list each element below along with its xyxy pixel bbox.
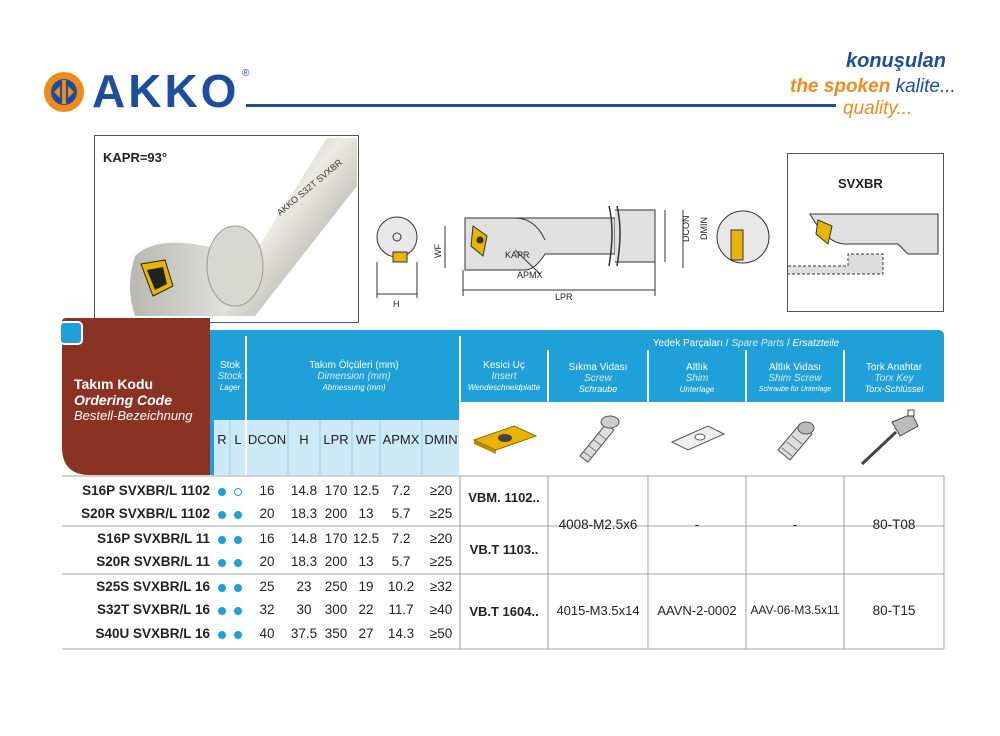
stock-r-dot [218, 559, 226, 567]
table-cell-h: 37.5 [290, 626, 318, 641]
screw-icon [572, 410, 622, 465]
shim-screw-icon [770, 410, 820, 465]
table-cell-wf: 12.5 [352, 531, 380, 546]
table-cell-dcon: 25 [259, 579, 275, 594]
stock-r-dot [218, 584, 226, 592]
table-cell-wf: 13 [358, 554, 374, 569]
shim-group-1: - [694, 517, 700, 532]
torx-key-group-3: 80-T15 [872, 603, 916, 618]
torx-key-header: Tork Anahtar Torx Key Torx-Schlüssel [864, 362, 924, 394]
table-cell-wf: 27 [358, 626, 374, 641]
shim-icon [668, 420, 728, 456]
table-cell-dmin: ≥40 [429, 602, 453, 617]
tool-marking: AKKO S32T SVXBR [274, 157, 345, 218]
shim-group-3: AAVN-2-0002 [657, 603, 737, 618]
shim-screw-group-3: AAV-06-M3.5x11 [750, 603, 840, 617]
table-row-code: S32T SVXBR/L 16 [96, 602, 210, 617]
table-cell-dmin: ≥25 [429, 506, 453, 521]
table-cell-h: 14.8 [290, 483, 318, 498]
col-dmin: DMIN [424, 432, 458, 447]
table-row-code: S16P SVXBR/L 11 [97, 531, 210, 546]
screw-group-1: 4008-M2.5x6 [558, 517, 638, 532]
table-cell-apmx: 14.3 [387, 626, 415, 641]
table-row-code: S40U SVXBR/L 16 [95, 626, 210, 641]
svxbr-title: SVXBR [838, 176, 883, 191]
shim-header: Altlık Shim Unterlage [679, 362, 715, 394]
dim-dcon-label: DCON [681, 215, 691, 242]
table-cell-dcon: 20 [259, 506, 275, 521]
table-cell-dcon: 32 [259, 602, 275, 617]
table-cell-h: 18.3 [290, 506, 318, 521]
table-cell-dmin: ≥50 [429, 626, 453, 641]
table-cell-dcon: 16 [259, 483, 275, 498]
shim-screw-header: Altlık Vidası Shim Screw Schraube für Unterlage [758, 362, 832, 393]
table-cell-apmx: 11.7 [388, 602, 414, 617]
table-cell-apmx: 10.2 [387, 579, 415, 594]
brand-name: AKKO [92, 65, 240, 117]
registered-mark: ® [242, 68, 250, 79]
col-apmx: APMX [382, 432, 420, 447]
insert-group-3: VB.T 1604.. [469, 604, 539, 619]
slogan-line-1: konuşulan [846, 50, 947, 72]
insert-group-1: VBM. 1102.. [468, 490, 540, 505]
table-cell-h: 14.8 [290, 531, 318, 546]
table-cell-apmx: 7.2 [391, 483, 411, 498]
spare-parts-header: Yedek Parçaları / Spare Parts / Ersatzteile [652, 338, 840, 349]
col-dcon: DCON [247, 432, 287, 447]
screw-header: Sıkma Vidası Screw Schraube [568, 362, 628, 394]
stock-l-dot [234, 607, 242, 615]
stock-l-dot [234, 511, 242, 519]
col-lpr: LPR [323, 432, 349, 447]
table-cell-lpr: 300 [324, 602, 348, 617]
table-cell-wf: 12.5 [352, 483, 380, 498]
dim-kapr-label: KAPR [505, 250, 530, 260]
stock-header: Stok Stock Lager [217, 360, 243, 392]
stock-l-dot [234, 536, 242, 544]
table-cell-apmx: 7.2 [391, 531, 411, 546]
stock-r-dot [218, 607, 226, 615]
table-cell-dmin: ≥32 [429, 579, 453, 594]
table-cell-apmx: 5.7 [391, 554, 411, 569]
table-cell-dcon: 20 [259, 554, 275, 569]
table-cell-h: 23 [296, 579, 312, 594]
kapr-label: KAPR=93° [103, 150, 168, 165]
table-cell-dmin: ≥20 [429, 483, 453, 498]
stock-l-dot [234, 559, 242, 567]
table-cell-lpr: 170 [324, 531, 348, 546]
stock-r-dot [218, 536, 226, 544]
table-row-code: S20R SVXBR/L 1102 [81, 506, 210, 521]
table-row-code: S25S SVXBR/L 16 [96, 579, 210, 594]
table-cell-h: 18.3 [290, 554, 318, 569]
screw-group-3: 4015-M3.5x14 [556, 603, 640, 618]
table-cell-apmx: 5.7 [391, 506, 411, 521]
table-cell-wf: 13 [358, 506, 374, 521]
stock-l-dot [234, 631, 242, 639]
table-cell-lpr: 350 [324, 626, 348, 641]
stock-r-dot [218, 511, 226, 519]
table-cell-wf: 22 [358, 602, 374, 617]
stock-r-dot [218, 631, 226, 639]
table-row-code: S16P SVXBR/L 1102 [82, 483, 210, 498]
table-cell-lpr: 200 [324, 506, 348, 521]
table-row-code: S20R SVXBR/L 11 [96, 554, 210, 569]
table-cell-lpr: 250 [324, 579, 348, 594]
table-cell-dcon: 40 [259, 626, 275, 641]
col-h: H [299, 432, 309, 447]
insert-header: Kesici Uç Insert Wendeschneidplatte [467, 360, 541, 392]
table-cell-dcon: 16 [259, 531, 275, 546]
dimension-header: Takım Ölçüleri (mm) Dimension (mm) Abmessung (mm) [309, 360, 399, 392]
insert-group-2: VB.T 1103.. [469, 542, 539, 557]
shim-screw-group-1: - [792, 517, 798, 532]
torx-key-icon [856, 408, 932, 468]
table-cell-h: 30 [296, 602, 312, 617]
slogan-line-3: quality... [843, 98, 913, 119]
table-cell-lpr: 200 [324, 554, 348, 569]
dim-dmin-label: DMIN [699, 217, 709, 240]
stock-l-dot [234, 488, 242, 496]
col-r: R [217, 432, 227, 447]
insert-icon [470, 418, 540, 458]
stock-l-dot [234, 584, 242, 592]
table-cell-dmin: ≥20 [429, 531, 453, 546]
ordering-code-header: Takım Kodu Ordering Code Bestell-Bezeichnung [74, 376, 193, 423]
col-l: L [234, 432, 242, 447]
slogan-line-2: the spoken kalite... [790, 76, 956, 97]
table-cell-wf: 19 [358, 579, 374, 594]
table-cell-lpr: 170 [324, 483, 348, 498]
torx-key-group-1: 80-T08 [872, 517, 916, 532]
stock-r-dot [218, 488, 226, 496]
dim-wf-label: WF [433, 244, 443, 258]
table-cell-dmin: ≥25 [429, 554, 453, 569]
col-wf: WF [355, 432, 377, 447]
dim-apmx-label: APMX [517, 270, 543, 280]
dim-h-label: H [393, 299, 400, 309]
dim-lpr-label: LPR [555, 292, 573, 302]
